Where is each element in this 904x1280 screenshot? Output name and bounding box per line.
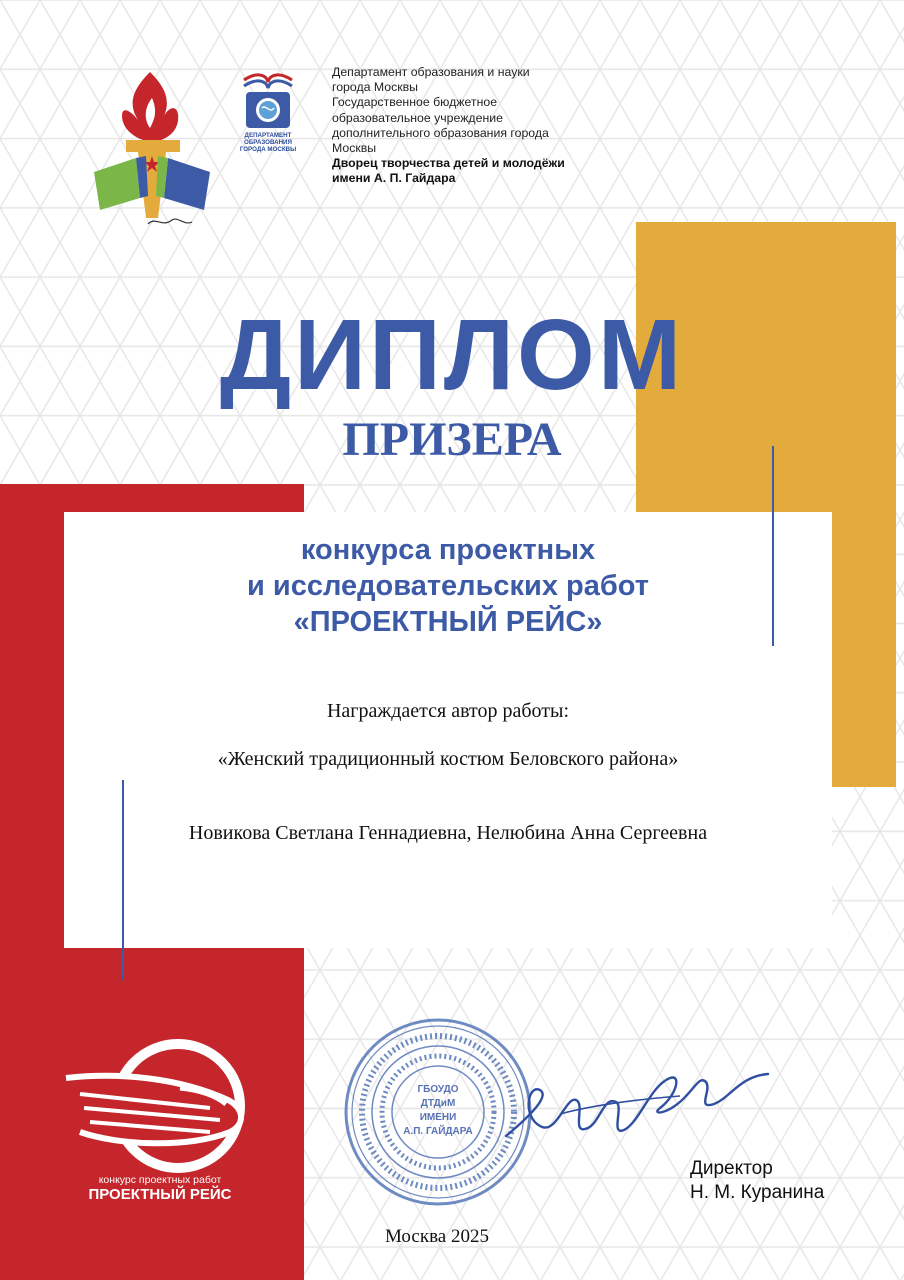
organization-header: [332, 65, 632, 187]
signatory-block: [690, 1157, 824, 1205]
signatory-position: Директор: [690, 1158, 773, 1179]
header-line: образовательное учреждение: [332, 110, 503, 125]
header-line: города Москвы: [332, 80, 419, 95]
signatory-name: Н. М. Куранина: [690, 1182, 825, 1203]
contest-line: и исследовательских работ: [246, 570, 650, 602]
header-line: Департамент образования и науки: [332, 65, 530, 79]
department-logo-caption: [228, 132, 308, 153]
palace-torch-logo: [92, 68, 212, 234]
city-year: Москва 2025: [385, 1226, 489, 1247]
stamp-line: ГБОУДО: [417, 1084, 459, 1095]
decor-line-left: [122, 780, 124, 980]
dept-caption-line: ОБРАЗОВАНИЯ: [244, 139, 292, 146]
awarded-text: Награждается автор работы:: [326, 700, 570, 722]
stamp-line: ДТДиМ: [420, 1098, 456, 1109]
dept-caption-line: ДЕПАРТАМЕНТ: [244, 132, 292, 139]
header-line: Государственное бюджетное: [332, 95, 498, 110]
stamp-line: ИМЕНИ: [419, 1112, 457, 1123]
work-title: «Женский традиционный костюм Беловского района»: [217, 748, 679, 770]
race-logo: [60, 1028, 260, 1178]
director-signature: [500, 1056, 770, 1156]
race-logo-caption-small: конкурс проектных работ: [98, 1174, 222, 1186]
header-bold-line: имени А. П. Гайдара: [332, 171, 456, 186]
race-logo-caption-big: ПРОЕКТНЫЙ РЕЙС: [88, 1186, 232, 1203]
header-bold-line: Дворец творчества детей и молодёжи: [332, 156, 565, 171]
authors: Новикова Светлана Геннадиевна, Нелюбина Анна Сергеевна: [188, 822, 708, 844]
stamp-line: А.П. ГАЙДАРА: [403, 1126, 473, 1137]
header-line: дополнительного образования города: [332, 125, 549, 140]
dept-caption-line: ГОРОДА МОСКВЫ: [239, 146, 297, 153]
header-line: Москвы: [332, 141, 377, 156]
contest-name: [64, 532, 832, 640]
contest-line: конкурса проектных: [300, 534, 596, 566]
contest-line: «ПРОЕКТНЫЙ РЕЙС»: [293, 606, 603, 638]
diploma-title: ДИПЛОМ: [219, 299, 685, 411]
diploma-subtitle: ПРИЗЕРА: [342, 413, 562, 466]
